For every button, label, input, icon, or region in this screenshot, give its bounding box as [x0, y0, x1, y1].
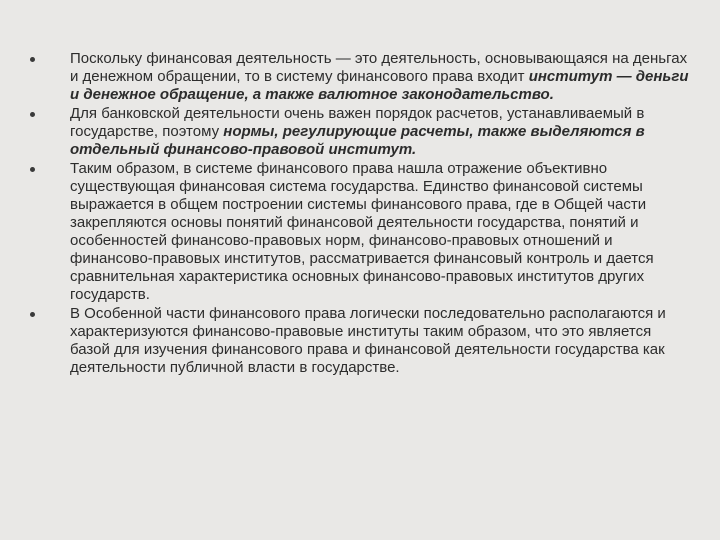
bullet-emphasis: институт — деньги и денежное обращение, а также валютное законодательство. [70, 68, 689, 103]
bullet-dot-icon [30, 112, 35, 117]
list-item [30, 160, 690, 304]
bullet-list [30, 50, 690, 378]
bullet-text: Для банковской деятельности очень важен порядок расчетов, устанавливаемый в государстве, поэтому [70, 105, 645, 140]
bullet-text: Таким образом, в системе финансового права нашла отражение объективно существующая финансовая система государства. Единство финансовой системы выражается в общем построении системы финансового права, где в Общей части закрепляются основы понятий финансовой деятельности государства, понятий и особенностей финансово-правовых норм, финансово-правовых отношений и финансово-правовых институтов, рассматривается финансовый контроль и дается сравнительная характеристика основных финансово-правовых институтов других государств. [70, 160, 654, 303]
list-item [30, 50, 690, 104]
bullet-dot-icon [30, 167, 35, 172]
list-item [30, 305, 690, 377]
bullet-dot-icon [30, 57, 35, 62]
bullet-text: В Особенной части финансового права логически последовательно располагаются и характеризуются финансово-правовые институты таким образом, что это является базой для изучения финансового права и финансовой деятельности государства как деятельности публичной власти в государстве. [70, 305, 666, 376]
bullet-dot-icon [30, 312, 35, 317]
bullet-text: Поскольку финансовая деятельность — это деятельность, основывающаяся на деньгах и денежном обращении, то в систему финансового права входит [70, 50, 688, 85]
list-item [30, 105, 690, 159]
bullet-emphasis: нормы, регулирующие расчеты, также выделяются в отдельный финансово-правовой институт. [70, 123, 645, 158]
